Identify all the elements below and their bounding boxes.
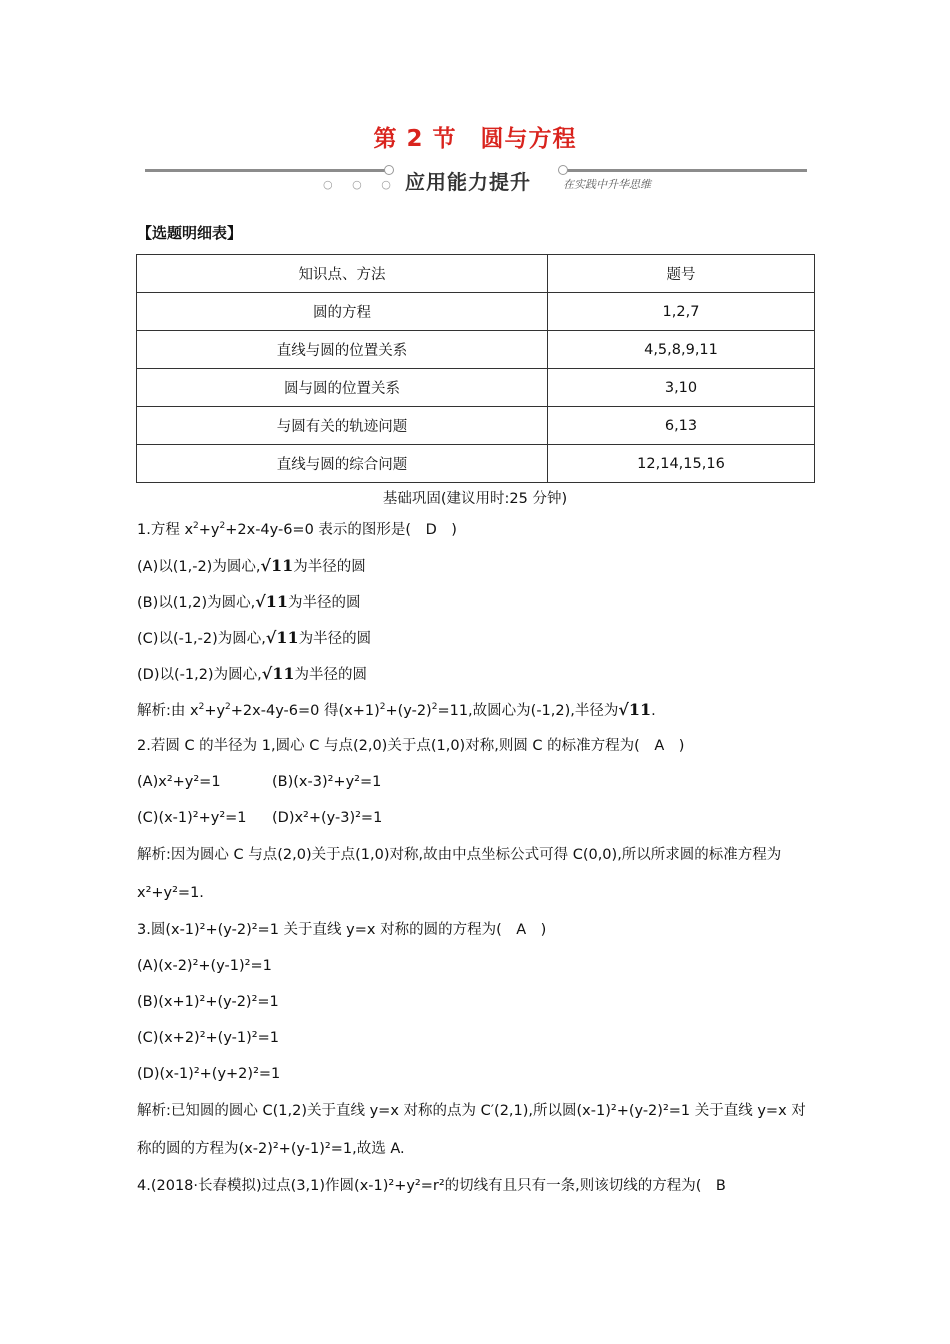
- table-row: [137, 445, 815, 483]
- q1-option-d: (D)以(-1,2)为圆心,√11为半径的圆: [137, 664, 367, 683]
- table-cell: 直线与圆的综合问题: [137, 445, 548, 483]
- banner-rule-left: [145, 169, 390, 172]
- q3-option-b: (B)(x+1)²+(y-2)²=1: [137, 994, 279, 1010]
- q2-solution: 解析:因为圆心 C 与点(2,0)关于点(1,0)对称,故由中点坐标公式可得 C(0,0),所以所求圆的标准方程为 x²+y²=1.: [137, 847, 782, 901]
- banner-pin-icon: [384, 165, 394, 175]
- table-header: 题号: [548, 255, 815, 293]
- q1-option-b: (B)以(1,2)为圆心,√11为半径的圆: [137, 592, 361, 611]
- table-cell: 3,10: [548, 369, 815, 407]
- q1-option-a: (A)以(1,-2)为圆心,√11为半径的圆: [137, 556, 366, 575]
- table-row: [137, 407, 815, 445]
- q3-option-c: (C)(x+2)²+(y-1)²=1: [137, 1030, 279, 1046]
- table-row: [137, 331, 815, 369]
- table-row: [137, 293, 815, 331]
- table-header-row: [137, 255, 815, 293]
- table-cell: 6,13: [548, 407, 815, 445]
- table-cell: 圆的方程: [137, 293, 548, 331]
- page-title: 第 2 节 圆与方程: [373, 126, 577, 152]
- question-content: [137, 512, 817, 1204]
- q1-solution: 解析:由 $x^2+y^2+2x-4y-6=0$ 得$(x+1)^2+(y-2)^2=11$,故圆心为(-1,2),半径为√11.: [137, 700, 656, 719]
- table-row: [137, 369, 815, 407]
- table-cell: 4,5,8,9,11: [548, 331, 815, 369]
- table-header: 知识点、方法: [137, 255, 548, 293]
- topic-table: [136, 254, 815, 483]
- q3-solution: 解析:已知圆的圆心 C(1,2)关于直线 y=x 对称的点为 C′(2,1),所以圆(x-1)²+(y-2)²=1 关于直线 y=x 对称的圆的方程为(x-2)²+(y-1)²=1,故选 A.: [137, 1103, 806, 1157]
- q2-stem: 2.若圆 C 的半径为 1,圆心 C 与点(2,0)关于点(1,0)对称,则圆 C 的标准方程为( A ): [137, 738, 685, 754]
- q3-stem: 3.圆(x-1)²+(y-2)²=1 关于直线 y=x 对称的圆的方程为( A ): [137, 922, 547, 938]
- table-cell: 12,14,15,16: [548, 445, 815, 483]
- section-banner: [145, 158, 807, 198]
- q1-stem: 1.方程 $x^2+y^2+2x-4y-6=0$ 表示的图形是( D ): [137, 521, 457, 538]
- practice-subtitle: 基础巩固(建议用时:25 分钟): [382, 491, 568, 507]
- banner-heading: 应用能力提升: [405, 170, 531, 194]
- q3-option-d: (D)(x-1)²+(y+2)²=1: [137, 1066, 281, 1082]
- table-cell: 1,2,7: [548, 293, 815, 331]
- section-label: 【选题明细表】: [137, 224, 243, 242]
- banner-dots: ○ ○ ○: [323, 178, 399, 191]
- q1-option-c: (C)以(-1,-2)为圆心,√11为半径的圆: [137, 628, 372, 647]
- q3-option-a: (A)(x-2)²+(y-1)²=1: [137, 958, 272, 974]
- q2-options-ab: (A)x²+y²=1 (B)(x-3)²+y²=1: [137, 774, 382, 790]
- table-cell: 与圆有关的轨迹问题: [137, 407, 548, 445]
- q4-stem: 4.(2018·长春模拟)过点(3,1)作圆(x-1)²+y²=r²的切线有且只有一条,则该切线的方程为( B: [137, 1178, 726, 1194]
- table-cell: 直线与圆的位置关系: [137, 331, 548, 369]
- banner-pin-icon: [558, 165, 568, 175]
- banner-subheading: 在实践中升华思维: [563, 178, 651, 191]
- banner-rule-right: [563, 169, 807, 172]
- table-cell: 圆与圆的位置关系: [137, 369, 548, 407]
- q2-options-cd: (C)(x-1)²+y²=1 (D)x²+(y-3)²=1: [137, 810, 383, 826]
